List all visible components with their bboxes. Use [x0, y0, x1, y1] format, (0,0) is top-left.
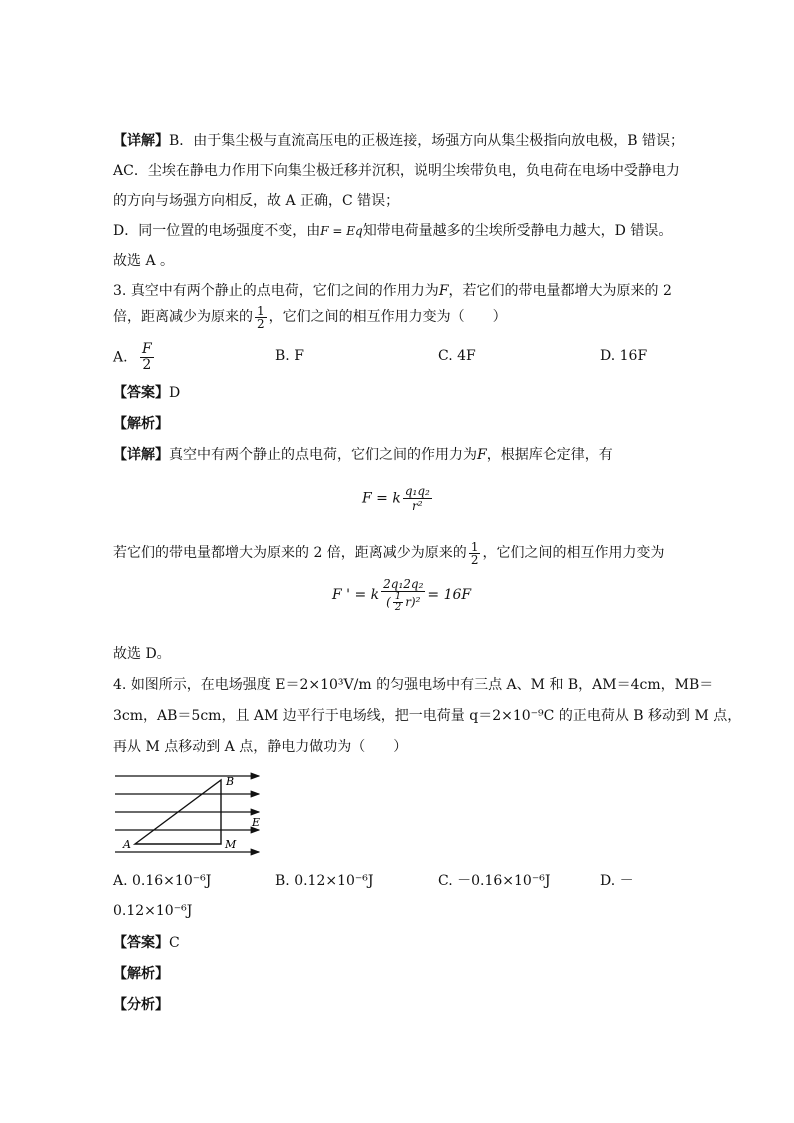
q4-option-c: C. －0.16×10⁻⁶J — [438, 873, 551, 889]
label-b: B — [226, 775, 235, 788]
q4-stem-line2: 3cm，AB＝5cm，且 AM 边平行于电场线，把一电荷量 q＝2×10⁻⁹C 的正电荷从 B 移动到 M 点， — [113, 708, 742, 724]
q2-detail-line2: AC．尘埃在静电力作用下向集尘极迁移并沉积，说明尘埃带负电，负电荷在电场中受静电力 — [113, 163, 680, 179]
q2-detail-line3: 的方向与场强方向相反，故 A 正确，C 错误； — [113, 193, 400, 209]
formula-new-force: F ' = k 2q₁2q₂ ( $\frac{1}{2}$ r)² = 16F — [332, 577, 472, 613]
q4-stem-line3: 再从 M 点移动到 A 点，静电力做功为（ ） — [113, 739, 408, 755]
q4-answer: 【答案】C — [113, 935, 180, 951]
q3-analysis-tag: 【解析】 — [113, 416, 169, 432]
electric-field-figure — [113, 770, 273, 862]
q3-option-d: D. 16F — [600, 348, 648, 364]
q2-detail-line1: 【详解】B．由于集尘极与直流高压电的正极连接，场强方向从集尘极指向放电极，B 错误； — [113, 133, 685, 149]
q4-stem-line1: 4. 如图所示，在电场强度 E＝2×10³V/m 的匀强电场中有三点 A、M 和 B，AM＝4cm，MB＝ — [113, 677, 714, 693]
q3-detail-line1: 【详解】真空中有两个静止的点电荷，它们之间的作用力为F，根据库仑定律，有 — [113, 447, 613, 463]
formula-f-eq: F = Eq — [320, 224, 363, 238]
label-m: M — [225, 838, 237, 851]
q4-option-b: B. 0.12×10⁻⁶J — [275, 873, 374, 889]
q2-conclusion: 故选 A 。 — [113, 253, 175, 269]
q3-option-a: A. $\frac{F}{2}$ — [113, 341, 152, 373]
q4-fenxi-tag: 【分析】 — [113, 997, 169, 1013]
q3-option-c: C. 4F — [438, 348, 476, 364]
q4-option-a: A. 0.16×10⁻⁶J — [113, 873, 212, 889]
formula-coulomb: F = k $\frac{\text{q₁q₂}}{\text{r²}}$ — [362, 484, 430, 513]
q4-option-d: D. － — [600, 873, 634, 889]
q3-stem-line1: 3. 真空中有两个静止的点电荷，它们之间的作用力为F，若它们的带电量都增大为原来的 2 — [113, 283, 672, 299]
label-e: E — [252, 816, 261, 829]
q4-analysis-tag: 【解析】 — [113, 966, 169, 982]
q3-detail-line2: 若它们的带电量都增大为原来的 2 倍，距离减少为原来的 $\frac{1}{2}$ ，它们之间的相互作用力变为 — [113, 539, 665, 567]
q3-option-b: B. F — [275, 348, 304, 364]
q4-option-d-cont: 0.12×10⁻⁶J — [113, 903, 193, 919]
q3-stem-line2: 倍，距离减少为原来的 $\frac{1}{2}$ ，它们之间的相互作用力变为（ ） — [113, 303, 507, 331]
label-a: A — [123, 838, 131, 851]
q2-detail-line4: D．同一位置的电场强度不变，由F = Eq知带电荷量越多的尘埃所受静电力越大，D 错误。 — [113, 223, 673, 239]
q3-conclusion: 故选 D。 — [113, 646, 171, 662]
field-lines — [115, 776, 259, 852]
fraction-half: $\frac{1}{2}$ — [257, 303, 265, 331]
detail-tag: 【详解】 — [113, 133, 169, 149]
q3-answer: 【答案】D — [113, 385, 181, 401]
